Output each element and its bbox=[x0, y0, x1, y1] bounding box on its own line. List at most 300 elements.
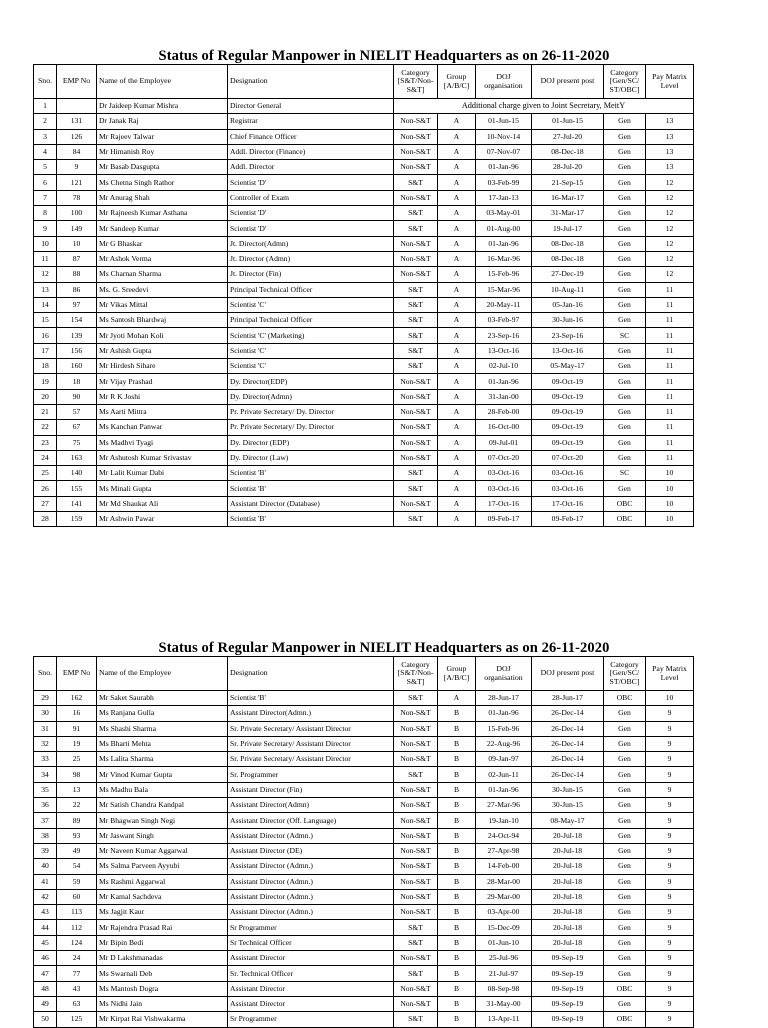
cell-designation: Controller of Exam bbox=[228, 190, 394, 205]
cell-sno: 30 bbox=[34, 706, 57, 721]
cell-doj-post: 31-Mar-17 bbox=[532, 206, 604, 221]
cell-pay-level: 10 bbox=[646, 466, 694, 481]
cell-group: B bbox=[438, 813, 476, 828]
cell-emp-no: 98 bbox=[57, 767, 97, 782]
cell-emp-no: 9 bbox=[57, 160, 97, 175]
cell-pay-level: 9 bbox=[646, 828, 694, 843]
cell-doj-org: 15-Dec-09 bbox=[476, 920, 532, 935]
cell-designation: Dy. Director (EDP) bbox=[228, 435, 394, 450]
table-row bbox=[34, 481, 694, 496]
table-row bbox=[34, 313, 694, 328]
cell-emp-no: 19 bbox=[57, 736, 97, 751]
cell-doj-org: 28-Jun-17 bbox=[476, 691, 532, 706]
cell-sno: 32 bbox=[34, 736, 57, 751]
cell-category: S&T bbox=[394, 328, 438, 343]
cell-category: S&T bbox=[394, 1012, 438, 1027]
cell-designation: Chief Finance Officer bbox=[228, 129, 394, 144]
cell-pay-level: 12 bbox=[646, 236, 694, 251]
cell-designation: Scientist 'C' bbox=[228, 297, 394, 312]
cell-pay-level: 9 bbox=[646, 706, 694, 721]
cell-designation: Assistant Director bbox=[228, 951, 394, 966]
cell-name: Mr Vikas Mittal bbox=[97, 297, 228, 312]
cell-doj-org: 17-Jan-13 bbox=[476, 190, 532, 205]
cell-emp-no: 86 bbox=[57, 282, 97, 297]
cell-emp-no: 126 bbox=[57, 129, 97, 144]
cell-doj-post: 08-May-17 bbox=[532, 813, 604, 828]
cell-social-category: OBC bbox=[604, 1012, 646, 1027]
cell-designation: Sr. Technical Officer bbox=[228, 966, 394, 981]
cell-group: A bbox=[438, 160, 476, 175]
cell-pay-level: 9 bbox=[646, 859, 694, 874]
cell-social-category: Gen bbox=[604, 435, 646, 450]
cell-social-category: Gen bbox=[604, 996, 646, 1011]
cell-sno: 28 bbox=[34, 512, 57, 527]
cell-social-category: Gen bbox=[604, 889, 646, 904]
cell-group: A bbox=[438, 251, 476, 266]
cell-pay-level: 11 bbox=[646, 297, 694, 312]
col-header-social-category: Category [Gen/SC/ ST/OBC] bbox=[604, 657, 646, 691]
cell-category: S&T bbox=[394, 221, 438, 236]
cell-group: A bbox=[438, 328, 476, 343]
cell-sno: 40 bbox=[34, 859, 57, 874]
cell-designation: Sr Technical Officer bbox=[228, 935, 394, 950]
cell-doj-org: 15-Feb-96 bbox=[476, 267, 532, 282]
cell-group: B bbox=[438, 1012, 476, 1027]
cell-designation: Sr. Private Secretary/ Assistant Director bbox=[228, 736, 394, 751]
cell-emp-no: 63 bbox=[57, 996, 97, 1011]
cell-pay-level: 11 bbox=[646, 435, 694, 450]
cell-category: Non-S&T bbox=[394, 420, 438, 435]
cell-designation: Sr Programmer bbox=[228, 1012, 394, 1027]
cell-group: B bbox=[438, 859, 476, 874]
cell-name: Ms Madhu Bala bbox=[97, 782, 228, 797]
table-row bbox=[34, 175, 694, 190]
cell-doj-post: 26-Dec-14 bbox=[532, 736, 604, 751]
cell-name: Mr Bhagwan Singh Negi bbox=[97, 813, 228, 828]
cell-doj-post: 27-Jul-20 bbox=[532, 129, 604, 144]
cell-social-category: Gen bbox=[604, 752, 646, 767]
cell-group: B bbox=[438, 782, 476, 797]
cell-sno: 1 bbox=[34, 99, 57, 114]
cell-group: A bbox=[438, 236, 476, 251]
cell-name: Dr Jaideep Kumar Mishra bbox=[97, 99, 228, 114]
cell-social-category: Gen bbox=[604, 343, 646, 358]
cell-name: Mr Satish Chandra Kandpal bbox=[97, 798, 228, 813]
cell-designation: Principal Technical Officer bbox=[228, 313, 394, 328]
cell-emp-no: 149 bbox=[57, 221, 97, 236]
cell-designation: Director General bbox=[228, 99, 394, 114]
cell-doj-org: 03-Feb-97 bbox=[476, 313, 532, 328]
col-header-designation: Designation bbox=[228, 65, 394, 99]
cell-social-category: OBC bbox=[604, 981, 646, 996]
cell-group: A bbox=[438, 129, 476, 144]
cell-doj-org: 03-Oct-16 bbox=[476, 481, 532, 496]
cell-group: B bbox=[438, 843, 476, 858]
cell-doj-org: 31-May-00 bbox=[476, 996, 532, 1011]
cell-sno: 37 bbox=[34, 813, 57, 828]
table-row bbox=[34, 767, 694, 782]
cell-designation: Scientist 'D' bbox=[228, 206, 394, 221]
cell-category: Non-S&T bbox=[394, 736, 438, 751]
col-header-designation: Designation bbox=[228, 657, 394, 691]
cell-sno: 50 bbox=[34, 1012, 57, 1027]
cell-pay-level: 9 bbox=[646, 966, 694, 981]
cell-doj-post: 09-Sep-19 bbox=[532, 1012, 604, 1027]
cell-emp-no: 77 bbox=[57, 966, 97, 981]
cell-pay-level: 9 bbox=[646, 981, 694, 996]
cell-sno: 31 bbox=[34, 721, 57, 736]
cell-doj-post: 30-Jun-15 bbox=[532, 798, 604, 813]
cell-pay-level: 9 bbox=[646, 798, 694, 813]
cell-group: A bbox=[438, 144, 476, 159]
cell-group: A bbox=[438, 114, 476, 129]
cell-group: B bbox=[438, 981, 476, 996]
cell-doj-org: 09-Feb-17 bbox=[476, 512, 532, 527]
cell-pay-level: 11 bbox=[646, 404, 694, 419]
cell-pay-level: 9 bbox=[646, 951, 694, 966]
cell-designation: Scientist 'B' bbox=[228, 691, 394, 706]
cell-doj-post: 09-Oct-19 bbox=[532, 374, 604, 389]
cell-emp-no: 84 bbox=[57, 144, 97, 159]
cell-name: Dr Janak Raj bbox=[97, 114, 228, 129]
cell-doj-org: 02-Jun-11 bbox=[476, 767, 532, 782]
col-header-category: Category [S&T/Non-S&T] bbox=[394, 657, 438, 691]
cell-sno: 34 bbox=[34, 767, 57, 782]
cell-emp-no: 60 bbox=[57, 889, 97, 904]
table-row bbox=[34, 798, 694, 813]
cell-group: A bbox=[438, 496, 476, 511]
cell-sno: 46 bbox=[34, 951, 57, 966]
table-row bbox=[34, 251, 694, 266]
cell-group: A bbox=[438, 435, 476, 450]
cell-name: Ms Ranjana Gulla bbox=[97, 706, 228, 721]
cell-pay-level: 9 bbox=[646, 935, 694, 950]
cell-sno: 36 bbox=[34, 798, 57, 813]
cell-name: Mr Jyoti Mohan Koli bbox=[97, 328, 228, 343]
cell-social-category: Gen bbox=[604, 359, 646, 374]
cell-doj-post: 09-Oct-19 bbox=[532, 435, 604, 450]
cell-doj-org: 07-Nov-07 bbox=[476, 144, 532, 159]
cell-designation: Assistant Director (Fin) bbox=[228, 782, 394, 797]
cell-name: Mr Vijay Prashad bbox=[97, 374, 228, 389]
cell-doj-post: 30-Jun-16 bbox=[532, 313, 604, 328]
cell-doj-org: 01-Aug-00 bbox=[476, 221, 532, 236]
table-row bbox=[34, 691, 694, 706]
cell-group: B bbox=[438, 920, 476, 935]
col-header-group: Group [A/B/C] bbox=[438, 657, 476, 691]
cell-doj-org: 21-Jul-97 bbox=[476, 966, 532, 981]
cell-group: A bbox=[438, 190, 476, 205]
cell-group: B bbox=[438, 874, 476, 889]
cell-group: B bbox=[438, 905, 476, 920]
cell-doj-org: 25-Jul-96 bbox=[476, 951, 532, 966]
cell-doj-post: 16-Mar-17 bbox=[532, 190, 604, 205]
cell-doj-org: 27-Apr-98 bbox=[476, 843, 532, 858]
col-header-sno: Sno. bbox=[34, 657, 57, 691]
table-header-row bbox=[34, 657, 694, 691]
cell-sno: 14 bbox=[34, 297, 57, 312]
table-row bbox=[34, 374, 694, 389]
manpower-table-1 bbox=[33, 64, 694, 527]
cell-social-category: Gen bbox=[604, 450, 646, 465]
table-row bbox=[34, 951, 694, 966]
cell-emp-no: 163 bbox=[57, 450, 97, 465]
cell-designation: Pr. Private Secretary/ Dy. Director bbox=[228, 420, 394, 435]
cell-designation: Scientist 'B' bbox=[228, 466, 394, 481]
cell-sno: 4 bbox=[34, 144, 57, 159]
cell-pay-level: 9 bbox=[646, 782, 694, 797]
cell-emp-no: 57 bbox=[57, 404, 97, 419]
cell-designation: Scientist 'C' bbox=[228, 359, 394, 374]
cell-doj-post: 01-Jun-15 bbox=[532, 114, 604, 129]
cell-doj-org: 03-May-01 bbox=[476, 206, 532, 221]
cell-doj-post: 20-Jul-18 bbox=[532, 935, 604, 950]
cell-sno: 22 bbox=[34, 420, 57, 435]
cell-group: A bbox=[438, 313, 476, 328]
cell-category: Non-S&T bbox=[394, 905, 438, 920]
table-row bbox=[34, 420, 694, 435]
cell-name: Mr Md Shaukat Ali bbox=[97, 496, 228, 511]
cell-category: S&T bbox=[394, 175, 438, 190]
cell-group: A bbox=[438, 343, 476, 358]
cell-category: Non-S&T bbox=[394, 752, 438, 767]
cell-group: A bbox=[438, 175, 476, 190]
cell-emp-no: 67 bbox=[57, 420, 97, 435]
cell-name: Mr D Lakshmanadas bbox=[97, 951, 228, 966]
cell-name: Ms Mantosh Dogra bbox=[97, 981, 228, 996]
cell-name: Ms Nidhi Jain bbox=[97, 996, 228, 1011]
cell-category: Non-S&T bbox=[394, 889, 438, 904]
cell-pay-level: 9 bbox=[646, 874, 694, 889]
cell-designation: Jt. Director(Admn) bbox=[228, 236, 394, 251]
cell-sno: 33 bbox=[34, 752, 57, 767]
cell-doj-post: 09-Oct-19 bbox=[532, 404, 604, 419]
cell-social-category: Gen bbox=[604, 798, 646, 813]
cell-pay-level: 11 bbox=[646, 313, 694, 328]
cell-category: Non-S&T bbox=[394, 721, 438, 736]
cell-name: Mr Lalit Kumar Dabi bbox=[97, 466, 228, 481]
cell-name: Mr G Bhaskar bbox=[97, 236, 228, 251]
cell-group: A bbox=[438, 420, 476, 435]
cell-doj-post: 08-Dec-18 bbox=[532, 236, 604, 251]
cell-category: Non-S&T bbox=[394, 374, 438, 389]
cell-social-category: Gen bbox=[604, 267, 646, 282]
cell-doj-post: 28-Jun-17 bbox=[532, 691, 604, 706]
cell-doj-org: 01-Jan-96 bbox=[476, 782, 532, 797]
cell-doj-post: 09-Sep-19 bbox=[532, 981, 604, 996]
cell-name: Mr Himanish Roy bbox=[97, 144, 228, 159]
cell-name: Mr Rajneesh Kumar Asthana bbox=[97, 206, 228, 221]
cell-doj-post: 20-Jul-18 bbox=[532, 843, 604, 858]
cell-pay-level: 12 bbox=[646, 251, 694, 266]
cell-pay-level: 12 bbox=[646, 190, 694, 205]
cell-pay-level: 9 bbox=[646, 752, 694, 767]
cell-doj-org: 03-Oct-16 bbox=[476, 466, 532, 481]
table-row bbox=[34, 859, 694, 874]
table-header-row bbox=[34, 65, 694, 99]
cell-sno: 43 bbox=[34, 905, 57, 920]
cell-doj-org: 01-Jun-10 bbox=[476, 935, 532, 950]
cell-group: A bbox=[438, 221, 476, 236]
cell-sno: 44 bbox=[34, 920, 57, 935]
cell-social-category: SC bbox=[604, 328, 646, 343]
cell-designation: Assistant Director (Admn.) bbox=[228, 905, 394, 920]
col-header-group: Group [A/B/C] bbox=[438, 65, 476, 99]
cell-designation: Sr. Programmer bbox=[228, 767, 394, 782]
cell-doj-org: 01-Jan-96 bbox=[476, 160, 532, 175]
cell-doj-post: 26-Dec-14 bbox=[532, 767, 604, 782]
table-row bbox=[34, 981, 694, 996]
cell-doj-org: 29-Mar-00 bbox=[476, 889, 532, 904]
cell-doj-post: 05-Jan-16 bbox=[532, 297, 604, 312]
cell-name: Mr Basab Dasgupta bbox=[97, 160, 228, 175]
table-row bbox=[34, 359, 694, 374]
cell-pay-level: 13 bbox=[646, 114, 694, 129]
cell-sno: 26 bbox=[34, 481, 57, 496]
cell-emp-no: 78 bbox=[57, 190, 97, 205]
cell-social-category: Gen bbox=[604, 129, 646, 144]
cell-sno: 39 bbox=[34, 843, 57, 858]
cell-social-category: Gen bbox=[604, 297, 646, 312]
cell-doj-org: 16-Mar-96 bbox=[476, 251, 532, 266]
cell-pay-level: 10 bbox=[646, 512, 694, 527]
cell-doj-post: 13-Oct-16 bbox=[532, 343, 604, 358]
cell-group: B bbox=[438, 828, 476, 843]
cell-designation: Jt. Director (Admn) bbox=[228, 251, 394, 266]
cell-designation: Assistant Director (DE) bbox=[228, 843, 394, 858]
cell-social-category: Gen bbox=[604, 221, 646, 236]
cell-designation: Sr Programmer bbox=[228, 920, 394, 935]
table-row bbox=[34, 752, 694, 767]
table-row bbox=[34, 404, 694, 419]
cell-sno: 19 bbox=[34, 374, 57, 389]
cell-group: A bbox=[438, 450, 476, 465]
cell-category: Non-S&T bbox=[394, 450, 438, 465]
cell-doj-org: 03-Apr-00 bbox=[476, 905, 532, 920]
cell-emp-no: 10 bbox=[57, 236, 97, 251]
cell-sno: 27 bbox=[34, 496, 57, 511]
cell-doj-post: 03-Oct-16 bbox=[532, 481, 604, 496]
cell-category: S&T bbox=[394, 206, 438, 221]
table-row bbox=[34, 206, 694, 221]
cell-doj-org: 01-Jan-96 bbox=[476, 374, 532, 389]
cell-doj-post: 08-Dec-18 bbox=[532, 251, 604, 266]
table-row bbox=[34, 343, 694, 358]
cell-group: A bbox=[438, 389, 476, 404]
cell-category: Non-S&T bbox=[394, 706, 438, 721]
cell-category: Non-S&T bbox=[394, 267, 438, 282]
cell-social-category: OBC bbox=[604, 691, 646, 706]
cell-name: Ms Aarti Mittra bbox=[97, 404, 228, 419]
cell-category: Non-S&T bbox=[394, 144, 438, 159]
cell-sno: 10 bbox=[34, 236, 57, 251]
cell-group: B bbox=[438, 706, 476, 721]
cell-social-category: Gen bbox=[604, 282, 646, 297]
cell-emp-no: 24 bbox=[57, 951, 97, 966]
cell-designation: Sr. Private Secretary/ Assistant Director bbox=[228, 752, 394, 767]
cell-category: S&T bbox=[394, 359, 438, 374]
cell-pay-level: 9 bbox=[646, 1012, 694, 1027]
cell-emp-no: 124 bbox=[57, 935, 97, 950]
col-header-emp-no: EMP No bbox=[57, 65, 97, 99]
cell-emp-no: 139 bbox=[57, 328, 97, 343]
col-header-pay-level: Pay Matrix Level bbox=[646, 65, 694, 99]
cell-name: Ms. G. Sreedevi bbox=[97, 282, 228, 297]
cell-doj-org: 01-Jan-96 bbox=[476, 706, 532, 721]
cell-category: S&T bbox=[394, 313, 438, 328]
cell-sno: 18 bbox=[34, 359, 57, 374]
table-row bbox=[34, 267, 694, 282]
cell-name: Mr Ashish Gupta bbox=[97, 343, 228, 358]
cell-designation: Scientist 'B' bbox=[228, 512, 394, 527]
cell-sno: 25 bbox=[34, 466, 57, 481]
cell-pay-level: 13 bbox=[646, 160, 694, 175]
cell-designation: Assistant Director (Admn.) bbox=[228, 859, 394, 874]
table-row bbox=[34, 813, 694, 828]
cell-doj-post: 30-Jun-15 bbox=[532, 782, 604, 797]
cell-emp-no: 43 bbox=[57, 981, 97, 996]
cell-name: Mr Kirpat Rai Vishwakarma bbox=[97, 1012, 228, 1027]
cell-name: Mr Sandeep Kumar bbox=[97, 221, 228, 236]
cell-pay-level: 9 bbox=[646, 889, 694, 904]
cell-category: S&T bbox=[394, 920, 438, 935]
cell-sno: 16 bbox=[34, 328, 57, 343]
cell-designation: Jt. Director (Fin) bbox=[228, 267, 394, 282]
table-row bbox=[34, 190, 694, 205]
cell-social-category: Gen bbox=[604, 736, 646, 751]
cell-sno: 9 bbox=[34, 221, 57, 236]
cell-group: A bbox=[438, 404, 476, 419]
cell-social-category: Gen bbox=[604, 920, 646, 935]
cell-doj-post: 23-Sep-16 bbox=[532, 328, 604, 343]
col-header-emp-no: EMP No bbox=[57, 657, 97, 691]
cell-pay-level: 11 bbox=[646, 328, 694, 343]
cell-social-category: Gen bbox=[604, 782, 646, 797]
cell-doj-post: 20-Jul-18 bbox=[532, 874, 604, 889]
cell-group: B bbox=[438, 996, 476, 1011]
cell-social-category: OBC bbox=[604, 496, 646, 511]
cell-sno: 24 bbox=[34, 450, 57, 465]
col-header-name: Name of the Employee bbox=[97, 65, 228, 99]
cell-pay-level: 9 bbox=[646, 721, 694, 736]
cell-group: A bbox=[438, 374, 476, 389]
cell-designation: Addl. Director bbox=[228, 160, 394, 175]
col-header-doj-post: DOJ present post bbox=[532, 657, 604, 691]
cell-doj-org: 31-Jan-00 bbox=[476, 389, 532, 404]
cell-doj-post: 20-Jul-18 bbox=[532, 905, 604, 920]
cell-designation: Addl. Director (Finance) bbox=[228, 144, 394, 159]
cell-doj-post: 28-Jul-20 bbox=[532, 160, 604, 175]
table-row bbox=[34, 1012, 694, 1027]
cell-name: Ms Rashmi Aggarwal bbox=[97, 874, 228, 889]
cell-designation: Assistant Director bbox=[228, 981, 394, 996]
cell-category: Non-S&T bbox=[394, 782, 438, 797]
table-row bbox=[34, 221, 694, 236]
cell-sno: 12 bbox=[34, 267, 57, 282]
table-row bbox=[34, 144, 694, 159]
cell-emp-no: 22 bbox=[57, 798, 97, 813]
cell-name: Mr Kamal Sachdeva bbox=[97, 889, 228, 904]
cell-designation: Dy. Director(EDP) bbox=[228, 374, 394, 389]
cell-category: S&T bbox=[394, 297, 438, 312]
cell-category: Non-S&T bbox=[394, 996, 438, 1011]
cell-doj-org: 14-Feb-00 bbox=[476, 859, 532, 874]
cell-pay-level: 10 bbox=[646, 496, 694, 511]
cell-group: B bbox=[438, 889, 476, 904]
cell-category: Non-S&T bbox=[394, 160, 438, 175]
cell-emp-no: 16 bbox=[57, 706, 97, 721]
cell-sno: 6 bbox=[34, 175, 57, 190]
